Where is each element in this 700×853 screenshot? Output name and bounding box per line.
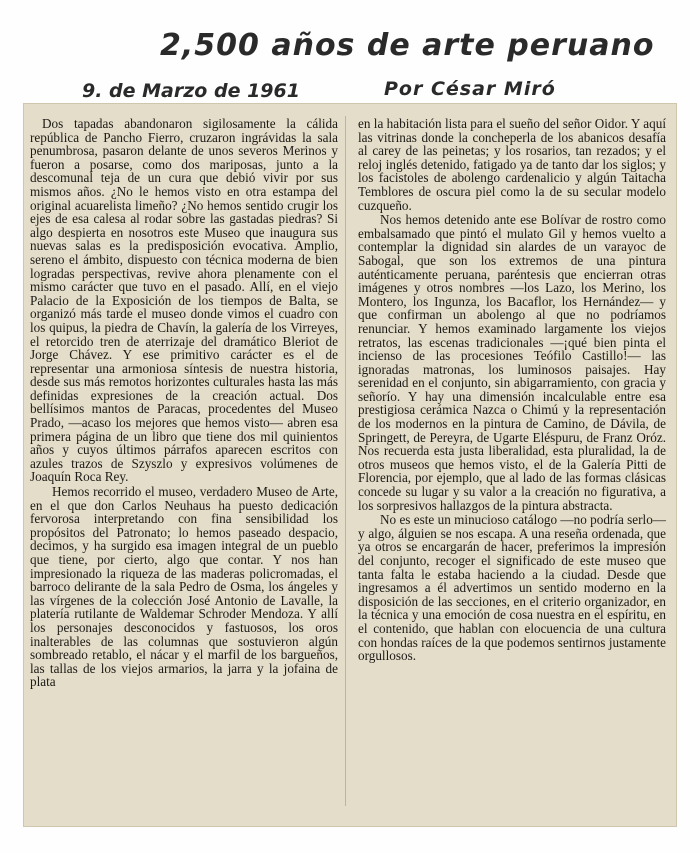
article-column-right (358, 117, 666, 664)
column-divider (345, 116, 346, 806)
article-paragraph: Dos tapadas abandonaron sigilosamente la cálida república de Pancho Fierro, cruzaron ingrávidas la sala penumbrosa, pasaron delante de unos severos Merinos y fueron a posarse, como dos mariposas, junto a la descomunal teja de un cura que debió vivir por sus mismos años. ¿No le hemos visto en otra estampa del original acuarelista limeño? ¿No hemos sentido crugir los ejes de esa calesa al rodar sobre las gastadas piedras? Si algo despierta en nosotros este Museo que inaugura sus nuevas salas es la predisposición evocativa. Amplio, sereno el ámbito, dispuesto con técnica moderna de bien logradas perspectivas, revive ahora plenamente con el mismo carácter que tuvo en el pasado. Allí, en el viejo Palacio de la Exposición de los tiempos de Balta, se organizó más tarde el museo donde vimos el cuadro con los quipus, la piedra de Chavín, la galería de los Virreyes, el retorcido tren de aterrizaje del dramático Bleriot de Jorge Chávez. Y ese primitivo carácter es el de representar una armoniosa síntesis de nuestra historia, desde sus más remotos horizontes culturales hasta las más definidas expresiones de la creación actual. Dos bellísimos mantos de Paracas, procedentes del Museo Prado, —acaso los mejores que hemos visto— abren esa primera página de un libro que tiene dos mil quinientos años y cuyos últimos párrafos aparecen escritos con azules trazos de Szyszlo y expresivos volúmenes de Joaquín Roca Rey. (30, 116, 338, 485)
article-paragraph: en la habitación lista para el sueño del señor Oidor. Y aquí las vitrinas donde la concheperla de los abanicos desafía al carey de las peinetas; y los rosarios, tan rezados; y el reloj inglés detenido, fatigado ya de tanto dar los siglos; y los facistoles de abolengo cardenalicio y algún Taitacha Temblores de oscura piel como la de su secular modelo cuzqueño. (358, 116, 666, 213)
handwritten-title: 2,500 años de arte peruano (160, 28, 655, 63)
handwritten-date: 9. de Marzo de 1961 (82, 80, 300, 102)
article-paragraph: No es este un minucioso catálogo —no podría serlo— y algo, álguien se nos escapa. A una reseña ordenada, que ya otros se encargarán de hacer, preferimos la impresión del conjunto, recoger el significado de este museo que tanta falta le estaba haciendo a la ciudad. Desde que ingresamos a él advertimos un sentido moderno en la disposición de las secciones, en el criterio organizador, en la técnica y una emoción de cosa nuestra en el espíritu, en el contenido, que hablan con elocuencia de una cultura con hondas raíces de la que podemos sentirnos justamente orgullosos. (358, 512, 666, 664)
article-paragraph: Nos hemos detenido ante ese Bolívar de rostro como embalsamado que pintó el mulato Gil y hemos vuelto a contemplar la dignidad sin alardes de un varayoc de Sabogal, que son los extremos de una pintura auténticamente peruana, paréntesis que encierran otras imágenes y otros nombres —los Lazo, los Merino, los Montero, los Ingunza, los Bacaflor, los Hernández— y que confirman un abolengo al que no podríamos renunciar. Y hemos examinado largamente los viejos retratos, las escenas tradicionales —¡qué bien pinta el incienso de las procesiones Teófilo Castillo!— las ignoradas matronas, los luminosos paisajes. Hay serenidad en el conjunto, sin abigarramiento, con gracia y señorío. Y hay una dimensión incalculable entre esa prestigiosa cerámica Nazca o Chimú y la representación de los modernos en la pintura de Camino, de Dávila, de Springett, de Pereyra, de Ugarte Eléspuru, de Franz Oróz. Nos recuerda esta justa liberalidad, esta pluralidad, la de otros museos que hemos visto, el de la Galería Pitti de Florencia, por ejemplo, que al lado de las formas clásicas concede su lugar y su valor a la creación no figurativa, a los sorpresivos hallazgos de la pintura abstracta. (358, 212, 666, 513)
article-paragraph: Hemos recorrido el museo, verdadero Museo de Arte, en el que don Carlos Neuhaus ha puesto dedicación fervorosa interpretando con fina sensibilidad los propósitos del Patronato; lo hemos paseado despacio, decimos, y ha surgido esa imagen integral de un pueblo que tiene, por cierto, algo que contar. Y nos han impresionado la riqueza de las maderas policromadas, el barroco delirante de la sala Pedro de Osma, los ángeles y las vírgenes de la colección José Antonio de Lavalle, la platería rutilante de Waldemar Schroder Mendoza. Y allí los personajes desconocidos y fastuosos, los oros inalterables de las columnas que sostuvieron algún sombreado retablo, el nácar y el marfil de los bargueños, las tallas de los viejos armarios, la jarra y la jofaina de plata (30, 484, 338, 690)
handwritten-author: Por César Miró (384, 78, 556, 100)
article-column-left (30, 117, 338, 690)
